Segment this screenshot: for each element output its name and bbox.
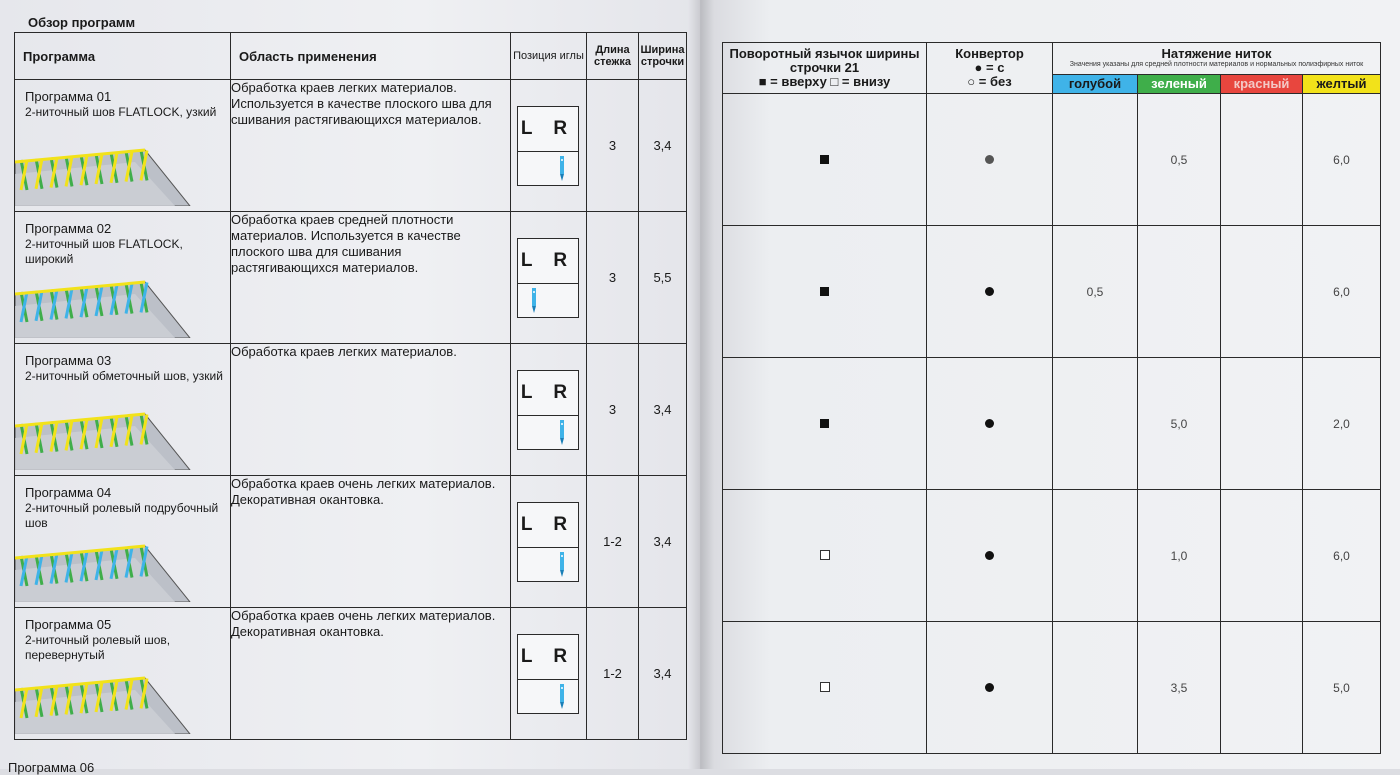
header-program: Программа [15, 33, 231, 80]
converter-cell [927, 622, 1053, 754]
tongue-down-icon [820, 550, 830, 560]
tension-value: 6,0 [1303, 490, 1381, 622]
needle-position-cell [511, 344, 587, 476]
header-needle-position: Позиция иглы [511, 33, 587, 80]
tension-value [1053, 358, 1138, 490]
settings-row [723, 94, 1381, 226]
tension-value [1138, 226, 1221, 358]
stitch-width: 3,4 [639, 608, 687, 740]
tongue-cell [723, 358, 927, 490]
settings-row [723, 490, 1381, 622]
program-cell [15, 608, 231, 740]
program-desc: 2-ниточный ролевый шов, перевернутый [25, 633, 171, 662]
needle-lr-label: L R [518, 503, 578, 548]
tongue-cell [723, 622, 927, 754]
color-red: красный [1221, 74, 1303, 93]
needle-position-box [517, 502, 579, 582]
section-title: Обзор программ [28, 15, 136, 30]
header-tension: Натяжение ниток [1161, 46, 1272, 62]
program-name: Программа 04 [25, 485, 112, 500]
needle-position-cell [511, 476, 587, 608]
needle-position-box [517, 370, 579, 450]
tension-value: 3,5 [1138, 622, 1221, 754]
program-name: Программа 05 [25, 617, 112, 632]
converter-with-icon [985, 551, 994, 560]
tension-value: 0,5 [1053, 226, 1138, 358]
program-cell [15, 476, 231, 608]
tension-value: 2,0 [1303, 358, 1381, 490]
tension-value [1053, 94, 1138, 226]
seam-illustration [15, 660, 215, 739]
program-row [15, 344, 687, 476]
tension-note: Значения указаны для средней плотности материалов и нормальных полиэфирных ниток [1069, 61, 1364, 69]
program-cell [15, 80, 231, 212]
area-text: Обработка краев очень легких материалов. Декоративная окантовка. [231, 476, 511, 608]
needle-icon [518, 416, 578, 449]
tongue-legend: ■ = вверху □ = внизу [758, 74, 891, 89]
converter-cell [927, 490, 1053, 622]
tongue-up-icon [820, 419, 829, 428]
program-cell [15, 344, 231, 476]
converter-cell [927, 358, 1053, 490]
tongue-cell [723, 226, 927, 358]
program-desc: 2-ниточный шов FLATLOCK, широкий [25, 237, 183, 266]
program-row [15, 476, 687, 608]
area-text: Обработка краев легких материалов. [231, 344, 511, 476]
program-table [14, 32, 687, 740]
tongue-cell [723, 490, 927, 622]
program-desc: 2-ниточный шов FLATLOCK, узкий [25, 105, 217, 119]
header-stitch-width: Ширина строчки [639, 33, 687, 80]
tension-value [1053, 490, 1138, 622]
needle-position-cell [511, 212, 587, 344]
header-stitch-length: Длина стежка [587, 33, 639, 80]
book-spine [688, 0, 714, 769]
needle-lr-label: L R [518, 107, 578, 152]
stitch-length: 1-2 [587, 476, 639, 608]
program-row [15, 212, 687, 344]
converter-with: ● = с [974, 60, 1005, 75]
converter-with-icon [985, 155, 994, 164]
seam-illustration [15, 132, 215, 211]
tension-value: 0,5 [1138, 94, 1221, 226]
needle-position-cell [511, 608, 587, 740]
tension-value [1221, 226, 1303, 358]
header-tongue: Поворотный язычок ширины строчки 21 [729, 46, 920, 75]
tension-value [1053, 622, 1138, 754]
next-program-label: Программа 06 [8, 760, 95, 775]
tension-value: 1,0 [1138, 490, 1221, 622]
needle-lr-label: L R [518, 371, 578, 416]
color-yellow: желтый [1303, 74, 1381, 93]
stitch-width: 5,5 [639, 212, 687, 344]
area-text: Обработка краев легких материалов. Используется в качестве плоского шва для сшивания растягивающихся материалов. [231, 80, 511, 212]
program-desc: 2-ниточный ролевый подрубочный шов [25, 501, 219, 530]
stitch-length: 3 [587, 344, 639, 476]
converter-cell [927, 226, 1053, 358]
header-converter: Конвертор [955, 46, 1024, 61]
color-blue: голубой [1053, 74, 1138, 93]
needle-position-box [517, 634, 579, 714]
tension-value: 5,0 [1138, 358, 1221, 490]
stitch-width: 3,4 [639, 80, 687, 212]
color-green: зеленый [1138, 74, 1221, 93]
needle-icon [518, 548, 578, 581]
seam-illustration [15, 396, 215, 475]
stitch-length: 3 [587, 80, 639, 212]
tension-value: 5,0 [1303, 622, 1381, 754]
needle-icon [518, 152, 578, 185]
settings-row [723, 622, 1381, 754]
program-cell [15, 212, 231, 344]
stitch-length: 1-2 [587, 608, 639, 740]
settings-row [723, 358, 1381, 490]
needle-position-cell [511, 80, 587, 212]
tongue-up-icon [820, 287, 829, 296]
converter-with-icon [985, 683, 994, 692]
program-row [15, 80, 687, 212]
tension-value [1221, 358, 1303, 490]
area-text: Обработка краев очень легких материалов. Декоративная окантовка. [231, 608, 511, 740]
settings-table [722, 42, 1381, 754]
tongue-down-icon [820, 682, 830, 692]
seam-illustration [15, 264, 215, 343]
needle-icon [518, 680, 578, 713]
program-name: Программа 02 [25, 221, 112, 236]
seam-illustration [15, 528, 215, 607]
stitch-width: 3,4 [639, 344, 687, 476]
tension-value [1221, 490, 1303, 622]
settings-row [723, 226, 1381, 358]
converter-cell [927, 94, 1053, 226]
tongue-cell [723, 94, 927, 226]
area-text: Обработка краев средней плотности материалов. Используется в качестве плоского шва для сшивания растягивающихся материалов. [231, 212, 511, 344]
program-desc: 2-ниточный обметочный шов, узкий [25, 369, 223, 383]
tension-value: 6,0 [1303, 94, 1381, 226]
tongue-up-icon [820, 155, 829, 164]
stitch-width: 3,4 [639, 476, 687, 608]
needle-icon [518, 284, 578, 317]
stitch-length: 3 [587, 212, 639, 344]
program-row [15, 608, 687, 740]
tension-value: 6,0 [1303, 226, 1381, 358]
tension-value [1221, 94, 1303, 226]
header-area: Область применения [231, 33, 511, 80]
tension-value [1221, 622, 1303, 754]
program-name: Программа 01 [25, 89, 112, 104]
converter-without: ○ = без [967, 74, 1012, 89]
needle-position-box [517, 238, 579, 318]
needle-position-box [517, 106, 579, 186]
program-name: Программа 03 [25, 353, 112, 368]
needle-lr-label: L R [518, 635, 578, 680]
converter-with-icon [985, 287, 994, 296]
needle-lr-label: L R [518, 239, 578, 284]
converter-with-icon [985, 419, 994, 428]
